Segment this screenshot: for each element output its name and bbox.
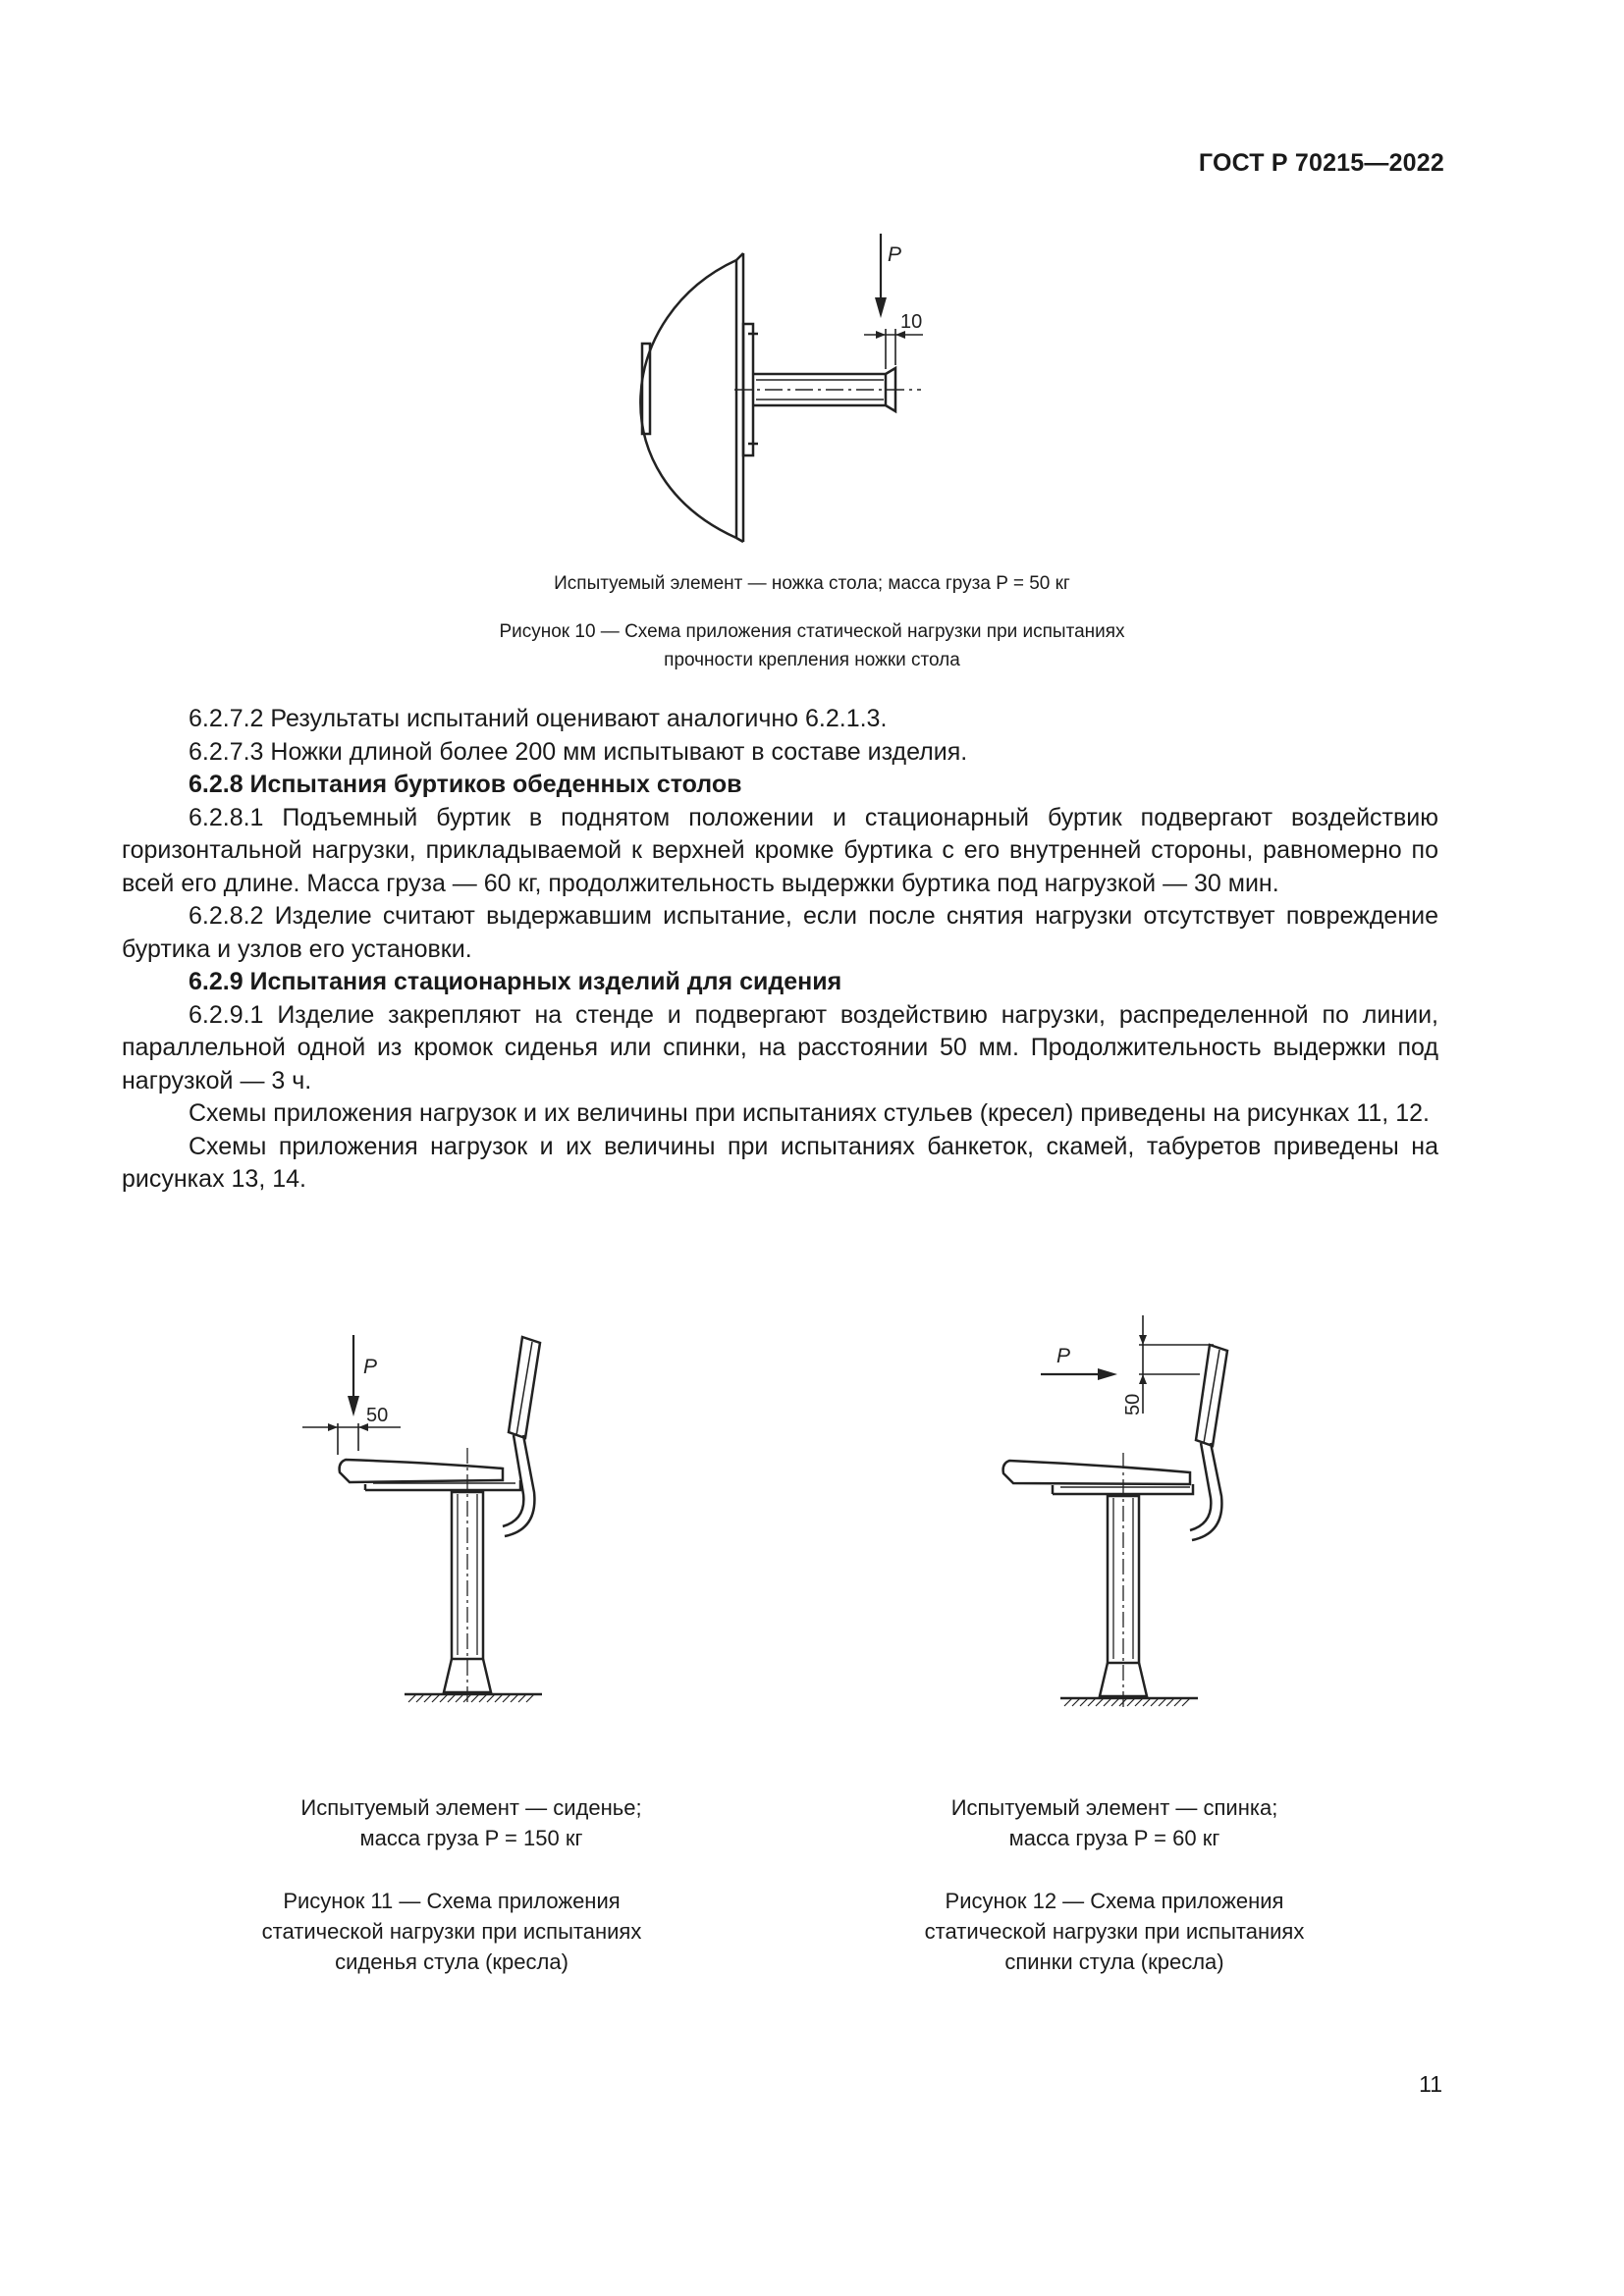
force-arrow-head (875, 297, 887, 318)
dimension-label: 50 (1122, 1393, 1144, 1415)
figure-11-caption-line2: статической нагрузки при испытаниях (261, 1919, 642, 1944)
paragraph-6-2-7-2: 6.2.7.2 Результаты испытаний оценивают аналогично 6.2.1.3. (189, 705, 888, 732)
figure-12-note-line1: Испытуемый элемент — спинка; (950, 1795, 1278, 1820)
document-code: ГОСТ Р 70215—2022 (1198, 149, 1444, 177)
figure-11-note-line2: масса груза P = 150 кг (359, 1826, 583, 1850)
dimension-label: 10 (900, 311, 923, 333)
tabletop-section (640, 260, 736, 538)
heading-6-2-8: 6.2.8 Испытания буртиков обеденных столов (189, 771, 742, 798)
paragraph-6-2-8-1: 6.2.8.1 Подъемный буртик в поднятом положении и стационарный буртик подвергают воздействию горизонтальной нагрузки, прикладываемой к верхней кромке буртика с его внутренней стороны, равномерно по всей его длине. Масса груза — 60 кг, продолжительность выдержки буртика под нагрузкой — 30 мин. (122, 803, 1438, 897)
figure-11-caption-line1: Рисунок 11 — Схема приложения (283, 1889, 621, 1913)
paragraph-6-2-9-1: 6.2.9.1 Изделие закрепляют на стенде и подвергают воздействию нагрузки, распределенной по линии, параллельной одной из кромок сиденья или спинки, на расстоянии 50 мм. Продолжительность выдержки под нагрузкой — 3 ч. (122, 1000, 1438, 1095)
figure-11-note-line1: Испытуемый элемент — сиденье; (300, 1795, 642, 1820)
back-support (503, 1435, 534, 1536)
force-label: P (888, 243, 902, 266)
back-support (1190, 1443, 1221, 1540)
figure-10-note: Испытуемый элемент — ножка стола; масса груза P = 50 кг (554, 573, 1070, 594)
dimension-label: 50 (366, 1405, 389, 1426)
slot (642, 344, 650, 434)
force-arrow-head (348, 1396, 359, 1416)
figure-12-caption-line2: статической нагрузки при испытаниях (924, 1919, 1305, 1944)
body-text (122, 703, 1438, 1197)
force-arrow-head (1098, 1368, 1117, 1380)
figure-12-note-line2: масса груза P = 60 кг (1008, 1826, 1220, 1850)
paragraph-6-2-8-2: 6.2.8.2 Изделие считают выдержавшим испытание, если после снятия нагрузки отсутствует повреждение буртика и узлов его установки. (122, 902, 1438, 963)
heading-6-2-9: 6.2.9 Испытания стационарных изделий для сидения (189, 968, 842, 995)
figure-11-drawing (295, 1325, 589, 1777)
figure-12-drawing (982, 1306, 1296, 1777)
figure-12-caption-line1: Рисунок 12 — Схема приложения (945, 1889, 1284, 1913)
figure-10-caption-line2: прочности крепления ножки стола (664, 650, 960, 670)
seat (340, 1460, 503, 1482)
figure-12-caption-line3: спинки стула (кресла) (1004, 1949, 1224, 1974)
paragraph-figures-11-12: Схемы приложения нагрузок и их величины при испытаниях стульев (кресел) приведены на рисунках 11, 12. (189, 1099, 1430, 1127)
page-number: 11 (1419, 2071, 1442, 2097)
force-label: P (363, 1356, 378, 1378)
figure-10-drawing (589, 226, 943, 550)
force-label: P (1056, 1345, 1071, 1367)
seat (1003, 1461, 1190, 1484)
figure-11-caption-line3: сиденья стула (кресла) (335, 1949, 568, 1974)
paragraph-figures-13-14: Схемы приложения нагрузок и их величины при испытаниях банкеток, скамей, табуретов приведены на рисунках 13, 14. (122, 1132, 1438, 1193)
paragraph-6-2-7-3: 6.2.7.3 Ножки длиной более 200 мм испытывают в составе изделия. (189, 737, 968, 766)
figure-10-caption-line1: Рисунок 10 — Схема приложения статической нагрузки при испытаниях (499, 621, 1125, 642)
